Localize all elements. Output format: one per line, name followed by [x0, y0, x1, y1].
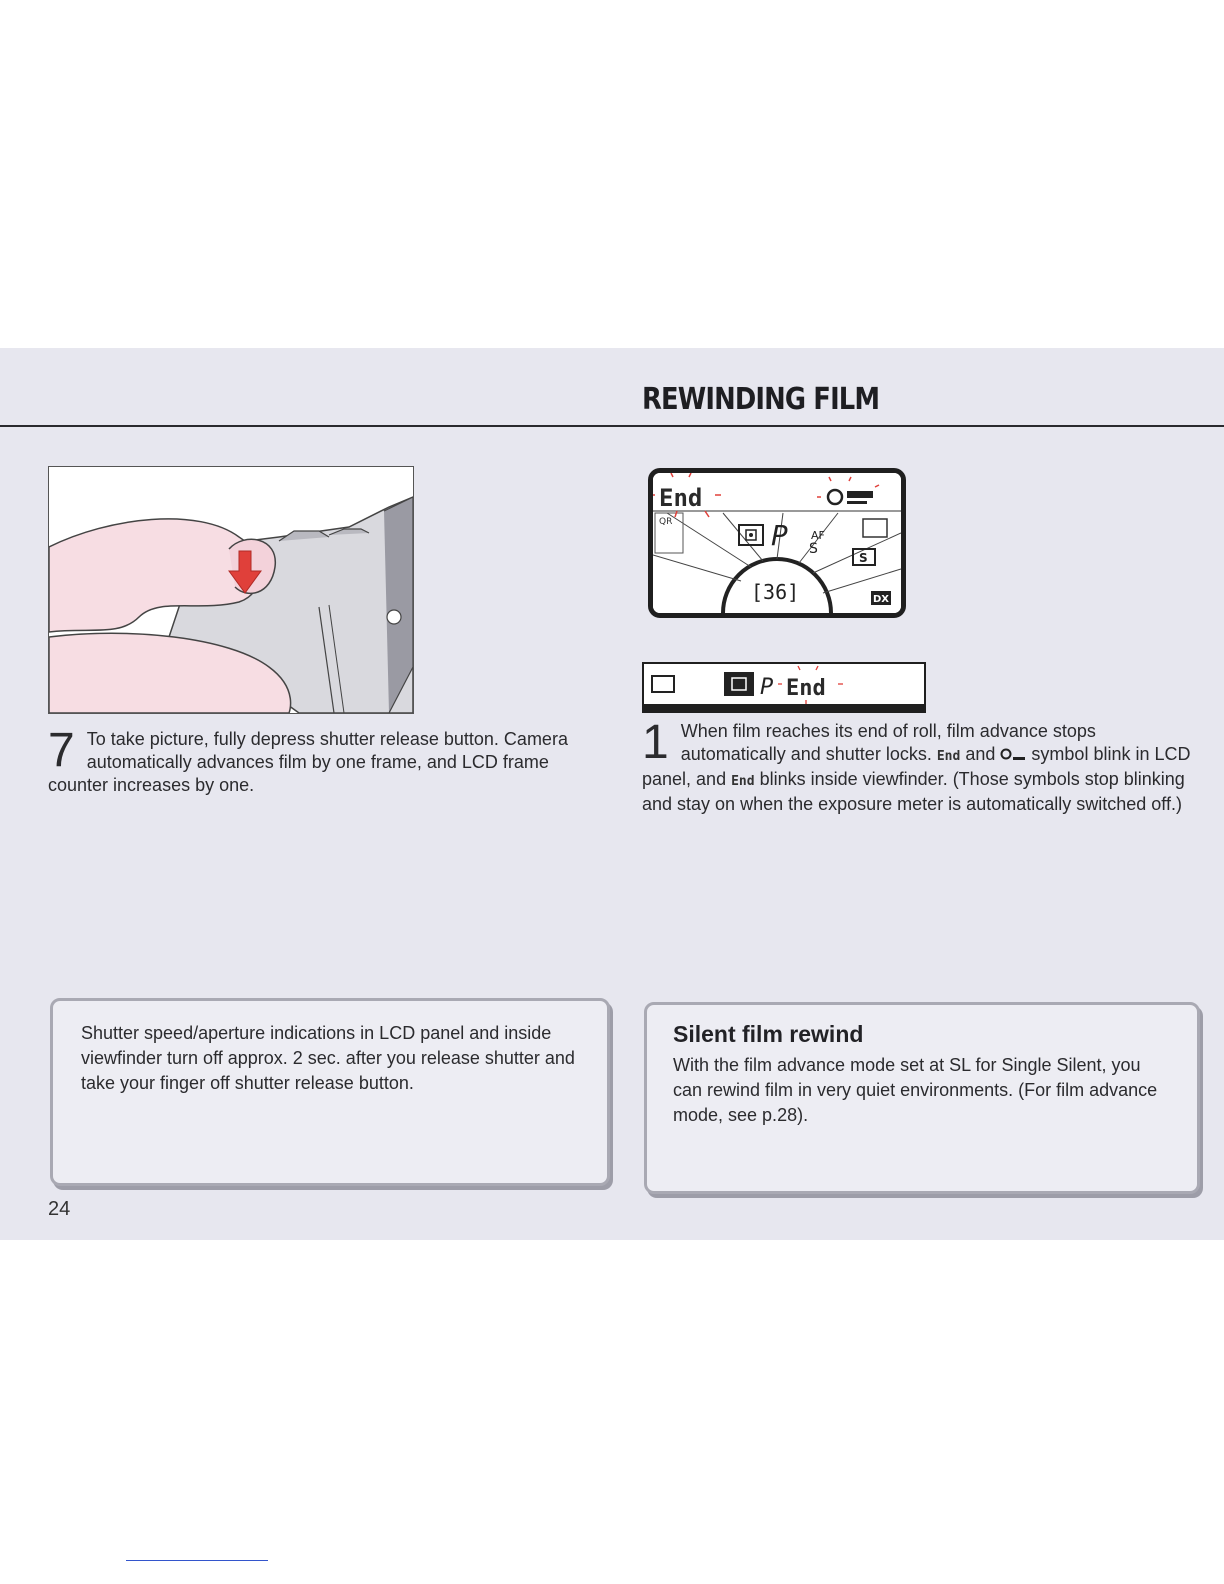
end-symbol-inline-2: End	[731, 774, 755, 789]
lcd-panel-diagram	[648, 468, 906, 618]
shutter-release-illustration	[48, 466, 414, 714]
finger-press-drawing	[49, 467, 413, 713]
viewfinder-display-drawing	[644, 664, 924, 704]
step-7-instruction	[48, 724, 588, 797]
lcd-qr-label: QR	[659, 517, 673, 527]
manual-page	[0, 348, 1224, 1240]
lcd-end-display: End	[659, 484, 703, 512]
step-1-text-symbol: symbol blink in LCD panel, and	[642, 744, 1191, 789]
step-1-text-part1: When film reaches its end of roll, film advance stops automatically and shutter locks.	[680, 721, 1096, 764]
section-title: REWINDING FILM	[642, 382, 880, 417]
silent-rewind-text: With the film advance mode set at SL for Single Silent, you can rewind film in very quiet environments. (For film advance mode, see p.28).	[673, 1055, 1158, 1125]
step-7-text: To take picture, fully depress shutter release button. Camera automatically advances film by one frame, and LCD frame counter increases by one.	[48, 729, 568, 795]
film-cassette-inline-icon	[1000, 747, 1026, 761]
step-1-instruction	[642, 716, 1198, 816]
silent-rewind-title: Silent film rewind	[673, 1021, 864, 1047]
lcd-mode-letter: P	[771, 519, 788, 552]
step-1-text-and: and	[965, 744, 996, 764]
step-7-number: 7	[48, 724, 75, 777]
step-1-text-part3: blinks inside viewfinder. (Those symbols stop blinking and stay on when the exposure meter is automatically switched off.)	[642, 769, 1185, 814]
shutter-indication-note-box	[50, 998, 610, 1186]
footer-link-underline	[126, 1560, 268, 1561]
end-symbol-inline: End	[936, 749, 961, 764]
viewfinder-frame-icon	[652, 676, 674, 692]
step-1-number: 1	[642, 716, 669, 769]
viewfinder-mode-letter: P	[760, 675, 774, 700]
lcd-s-label: S	[809, 541, 818, 557]
silent-rewind-box	[644, 1002, 1200, 1194]
lcd-panel-drawing	[653, 473, 901, 613]
header-rule	[0, 425, 1224, 427]
lcd-s-box-label: S	[859, 551, 868, 565]
lcd-af-label: AF	[811, 529, 825, 542]
shutter-note-text: Shutter speed/aperture indications in LCD panel and inside viewfinder turn off approx. 2 sec. after you release shutter and take your finger off shutter release button.	[81, 1023, 575, 1093]
lcd-dx-label: DX	[873, 594, 890, 605]
viewfinder-display-diagram	[642, 662, 926, 713]
lcd-frame-counter: [36]	[751, 580, 800, 604]
viewfinder-end-display: End	[786, 676, 826, 701]
page-number: 24	[48, 1198, 71, 1220]
viewfinder-metering-icon	[724, 672, 754, 696]
